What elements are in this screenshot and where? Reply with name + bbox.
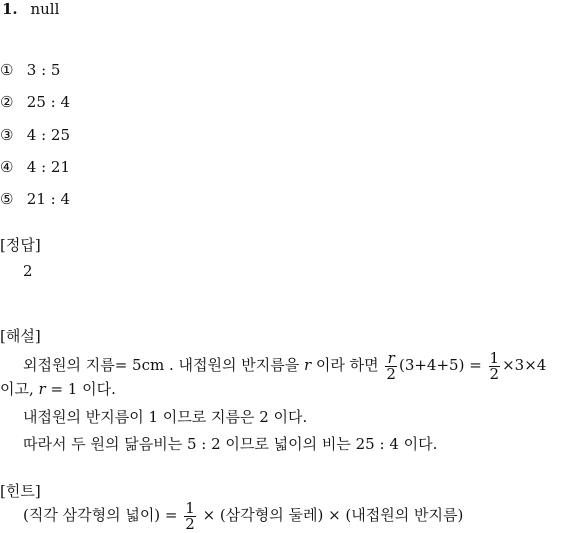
question-line (2, 0, 59, 18)
fraction-denominator: 2 (489, 364, 500, 383)
option-3[interactable] (0, 126, 70, 144)
explanation-header: [해설] (0, 327, 41, 345)
option-marker: ⑤ (0, 190, 14, 208)
option-marker: ② (0, 93, 14, 111)
fraction-1-over-2 (184, 498, 196, 533)
explanation-line-3: 내접원의 반지름이 1 이므로 지름은 2 이다. (23, 408, 308, 426)
option-text: 25 : 4 (26, 93, 71, 111)
fraction-numerator: 1 (489, 348, 500, 367)
option-5[interactable] (0, 190, 70, 208)
explanation-text: 외접원의 지름= 5cm . 내접원의 반지름을 (23, 356, 304, 374)
hint-line (23, 497, 463, 533)
fraction-1-over-2 (489, 348, 501, 383)
explanation-text: 이고, (0, 380, 39, 398)
explanation-text: (3+4+5) = (398, 356, 487, 374)
hint-header: [힌트] (0, 482, 41, 500)
option-marker: ③ (0, 126, 14, 144)
fraction-numerator: r (385, 351, 397, 367)
explanation-line-2 (0, 380, 116, 398)
explanation-text: = 1 이다. (45, 380, 116, 398)
fraction-denominator: 2 (386, 364, 396, 383)
option-text: 4 : 25 (26, 126, 71, 144)
explanation-text: ×3×4 (502, 356, 547, 374)
explanation-line-4: 따라서 두 원의 닮음비는 5 : 2 이므로 넓이의 비는 25 : 4 이다. (23, 435, 438, 453)
explanation-text: 이라 하면 (311, 356, 384, 374)
question-number: 1. (2, 0, 18, 18)
variable-r: r (38, 380, 46, 398)
option-marker: ① (0, 61, 14, 79)
hint-text: × (삼각형의 둘레) × (내접원의 반지름) (197, 506, 464, 524)
option-1[interactable] (0, 61, 60, 79)
question-text: null (30, 0, 60, 18)
option-4[interactable] (0, 158, 70, 176)
option-text: 4 : 21 (26, 158, 71, 176)
option-text: 3 : 5 (26, 61, 61, 79)
explanation-line-1 (23, 347, 546, 383)
option-text: 21 : 4 (26, 190, 71, 208)
variable-r: r (303, 356, 312, 374)
answer-value: 2 (23, 262, 33, 280)
option-marker: ④ (0, 158, 14, 176)
option-2[interactable] (0, 93, 70, 111)
fraction-r-over-2 (385, 348, 397, 383)
hint-text: (직각 삼각형의 넓이) = (23, 506, 183, 524)
answer-header: [정답] (0, 236, 41, 254)
fraction-numerator: 1 (185, 498, 195, 517)
fraction-denominator: 2 (185, 514, 195, 533)
